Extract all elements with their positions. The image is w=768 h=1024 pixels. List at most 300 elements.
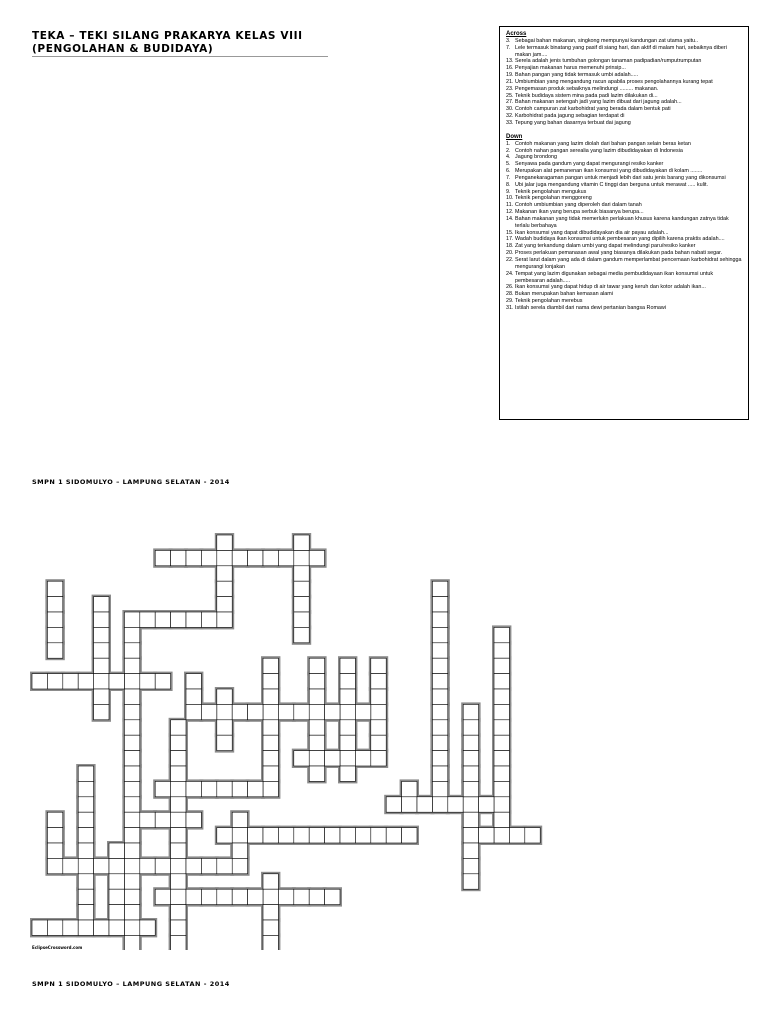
- grid-cell[interactable]: [94, 858, 109, 873]
- grid-cell[interactable]: [201, 704, 216, 719]
- grid-cell[interactable]: [124, 843, 139, 858]
- grid-cell[interactable]: [171, 812, 186, 827]
- grid-cell[interactable]: [124, 674, 139, 689]
- clue-number: 27.: [506, 99, 514, 106]
- grid-cell[interactable]: [217, 735, 232, 750]
- grid-cell[interactable]: [47, 581, 62, 596]
- clue-number: 20.: [506, 250, 514, 257]
- grid-cell[interactable]: [278, 550, 293, 565]
- grid-cell[interactable]: [63, 920, 78, 935]
- grid-cell[interactable]: [402, 797, 417, 812]
- grid-cell[interactable]: [171, 920, 186, 935]
- grid-cell[interactable]: [171, 843, 186, 858]
- grid-cell[interactable]: [124, 781, 139, 796]
- grid-cell[interactable]: [494, 781, 509, 796]
- down-clue: [506, 182, 744, 189]
- grid-cell[interactable]: [155, 858, 170, 873]
- grid-cell[interactable]: [109, 874, 124, 889]
- grid-cell[interactable]: [217, 828, 232, 843]
- grid-cell[interactable]: [432, 781, 447, 796]
- grid-cell[interactable]: [186, 889, 201, 904]
- grid-cell[interactable]: [124, 828, 139, 843]
- grid-cell[interactable]: [232, 812, 247, 827]
- grid-cell[interactable]: [309, 704, 324, 719]
- clue-number: 31.: [506, 304, 514, 311]
- grid-cell[interactable]: [109, 889, 124, 904]
- grid-cell[interactable]: [248, 828, 263, 843]
- grid-cell[interactable]: [124, 643, 139, 658]
- grid-cell[interactable]: [217, 566, 232, 581]
- grid-cell[interactable]: [463, 781, 478, 796]
- grid-cell[interactable]: [155, 674, 170, 689]
- grid-cell[interactable]: [463, 704, 478, 719]
- grid-cell[interactable]: [217, 689, 232, 704]
- grid-cell[interactable]: [124, 704, 139, 719]
- grid-cell[interactable]: [94, 643, 109, 658]
- grid-cell[interactable]: [432, 735, 447, 750]
- clue-number: 1.: [506, 140, 511, 147]
- grid-cell[interactable]: [94, 627, 109, 642]
- grid-cell[interactable]: [63, 674, 78, 689]
- grid-cell[interactable]: [155, 812, 170, 827]
- grid-cell[interactable]: [124, 612, 139, 627]
- grid-cell[interactable]: [309, 889, 324, 904]
- grid-cell[interactable]: [432, 643, 447, 658]
- grid-cell[interactable]: [294, 704, 309, 719]
- grid-cell[interactable]: [78, 843, 93, 858]
- across-clue: [506, 72, 744, 79]
- footer-school-bottom: SMPN 1 SIDOMULYO – LAMPUNG SELATAN - 2014: [32, 980, 230, 988]
- grid-cell[interactable]: [494, 812, 509, 827]
- down-clue: [506, 202, 744, 209]
- grid-cell[interactable]: [371, 658, 386, 673]
- clue-number: 19.: [506, 72, 514, 79]
- clue-text: Tepung yang bahan dasarnya terbuat dai jagung: [515, 119, 631, 126]
- grid-cell[interactable]: [124, 812, 139, 827]
- grid-cell[interactable]: [463, 766, 478, 781]
- grid-cell[interactable]: [140, 674, 155, 689]
- grid-cell[interactable]: [124, 905, 139, 920]
- across-clue: [506, 99, 744, 106]
- grid-cell[interactable]: [232, 781, 247, 796]
- grid-cell[interactable]: [294, 889, 309, 904]
- down-clue: [506, 305, 744, 312]
- grid-cell[interactable]: [171, 828, 186, 843]
- grid-cell[interactable]: [155, 781, 170, 796]
- grid-cell[interactable]: [494, 627, 509, 642]
- grid-cell[interactable]: [355, 704, 370, 719]
- grid-cell[interactable]: [78, 905, 93, 920]
- grid-cell[interactable]: [171, 612, 186, 627]
- grid-cell[interactable]: [263, 658, 278, 673]
- grid-cell[interactable]: [309, 766, 324, 781]
- grid-cell[interactable]: [340, 689, 355, 704]
- grid-cell[interactable]: [494, 643, 509, 658]
- grid-cell[interactable]: [186, 781, 201, 796]
- grid-cell[interactable]: [217, 612, 232, 627]
- grid-cell[interactable]: [140, 612, 155, 627]
- grid-cell[interactable]: [432, 674, 447, 689]
- clue-text: Umbiumbian yang mengandung racun apabila proses pengolahannya kurang tepat: [515, 78, 713, 85]
- grid-cell[interactable]: [309, 720, 324, 735]
- clue-number: 11.: [506, 202, 514, 209]
- grid-cell[interactable]: [171, 720, 186, 735]
- grid-cell[interactable]: [432, 689, 447, 704]
- grid-cell[interactable]: [63, 858, 78, 873]
- grid-cell[interactable]: [124, 689, 139, 704]
- grid-cell[interactable]: [186, 858, 201, 873]
- grid-cell[interactable]: [463, 874, 478, 889]
- grid-cell[interactable]: [171, 781, 186, 796]
- grid-cell[interactable]: [47, 920, 62, 935]
- grid-cell[interactable]: [109, 905, 124, 920]
- grid-cell[interactable]: [94, 704, 109, 719]
- grid-cell[interactable]: [371, 735, 386, 750]
- grid-cell[interactable]: [124, 935, 139, 950]
- grid-cell[interactable]: [248, 889, 263, 904]
- clue-number: 6.: [506, 168, 511, 175]
- grid-cell[interactable]: [232, 828, 247, 843]
- grid-cell[interactable]: [494, 797, 509, 812]
- grid-cell[interactable]: [525, 828, 540, 843]
- grid-cell[interactable]: [248, 704, 263, 719]
- grid-cell[interactable]: [479, 828, 494, 843]
- grid-cell[interactable]: [325, 704, 340, 719]
- clue-number: 7.: [506, 44, 511, 51]
- grid-cell[interactable]: [355, 828, 370, 843]
- grid-cell[interactable]: [32, 920, 47, 935]
- grid-cell[interactable]: [432, 597, 447, 612]
- grid-cell[interactable]: [201, 889, 216, 904]
- grid-cell[interactable]: [124, 766, 139, 781]
- down-clue: [506, 298, 744, 305]
- clue-text: Contoh umbiumbian yang diperoleh dari dalam tanah: [515, 202, 642, 209]
- down-clue: [506, 195, 744, 202]
- grid-cell[interactable]: [217, 889, 232, 904]
- grid-cell[interactable]: [171, 905, 186, 920]
- grid-cell[interactable]: [494, 704, 509, 719]
- clue-number: 15.: [506, 229, 514, 236]
- grid-cell[interactable]: [309, 658, 324, 673]
- grid-cell[interactable]: [124, 735, 139, 750]
- grid-cell[interactable]: [248, 781, 263, 796]
- down-clue: [506, 175, 744, 182]
- grid-cell[interactable]: [78, 781, 93, 796]
- grid-cell[interactable]: [371, 689, 386, 704]
- grid-cell[interactable]: [340, 751, 355, 766]
- clue-text: Pengemasan produk sebaiknya melindungi ......... makanan.: [515, 85, 659, 92]
- grid-cell[interactable]: [294, 627, 309, 642]
- grid-cell[interactable]: [186, 812, 201, 827]
- grid-cell[interactable]: [78, 797, 93, 812]
- grid-cell[interactable]: [124, 720, 139, 735]
- grid-cell[interactable]: [294, 535, 309, 550]
- clue-number: 26.: [506, 284, 514, 291]
- grid-cell[interactable]: [171, 858, 186, 873]
- grid-cell[interactable]: [78, 858, 93, 873]
- grid-cell[interactable]: [340, 704, 355, 719]
- clue-text: Bahan makanan yang tidak memerlukn perlakuan khusus karena kandungan zatnya tidak terlalu berbahaya: [515, 215, 729, 229]
- grid-cell[interactable]: [278, 889, 293, 904]
- grid-cell[interactable]: [263, 766, 278, 781]
- grid-cell[interactable]: [263, 920, 278, 935]
- grid-cell[interactable]: [217, 781, 232, 796]
- grid-cell[interactable]: [494, 689, 509, 704]
- grid-cell[interactable]: [94, 658, 109, 673]
- down-clue: [506, 271, 744, 285]
- grid-cell[interactable]: [186, 550, 201, 565]
- grid-cell[interactable]: [432, 581, 447, 596]
- grid-cell[interactable]: [494, 766, 509, 781]
- grid-cell[interactable]: [463, 828, 478, 843]
- grid-cell[interactable]: [201, 550, 216, 565]
- grid-cell[interactable]: [263, 905, 278, 920]
- clue-text: Contoh makanan yang lazim diolah dari bahan pangan selain beras ketan: [515, 140, 691, 147]
- grid-cell[interactable]: [171, 735, 186, 750]
- grid-cell[interactable]: [463, 843, 478, 858]
- grid-cell[interactable]: [494, 828, 509, 843]
- grid-cell[interactable]: [248, 550, 263, 565]
- grid-cell[interactable]: [479, 797, 494, 812]
- clue-text: Contoh campuran zat karbohidrat yang berada dalam bentuk pati: [515, 106, 671, 113]
- grid-cell[interactable]: [47, 597, 62, 612]
- grid-cell[interactable]: [217, 720, 232, 735]
- grid-cell[interactable]: [186, 612, 201, 627]
- grid-cell[interactable]: [463, 720, 478, 735]
- grid-cell[interactable]: [47, 843, 62, 858]
- grid-cell[interactable]: [47, 858, 62, 873]
- grid-cell[interactable]: [263, 874, 278, 889]
- grid-cell[interactable]: [32, 674, 47, 689]
- grid-cell[interactable]: [463, 797, 478, 812]
- clue-text: Teknik pengolahan menggoreng: [515, 195, 592, 202]
- grid-cell[interactable]: [263, 735, 278, 750]
- grid-cell[interactable]: [371, 720, 386, 735]
- grid-cell[interactable]: [494, 735, 509, 750]
- grid-cell[interactable]: [47, 674, 62, 689]
- clue-number: 9.: [506, 188, 511, 195]
- grid-cell[interactable]: [371, 828, 386, 843]
- grid-cell[interactable]: [186, 689, 201, 704]
- clue-text: Istilah serela diambil dari nama dewi pertanian bangsa Romawi: [515, 304, 667, 311]
- credit-text: EclipseCrossword.com: [32, 945, 83, 950]
- grid-cell[interactable]: [155, 550, 170, 565]
- grid-cell[interactable]: [78, 828, 93, 843]
- across-clue: [506, 120, 744, 127]
- grid-cell[interactable]: [171, 935, 186, 950]
- grid-cell[interactable]: [94, 674, 109, 689]
- grid-cell[interactable]: [124, 858, 139, 873]
- grid-cell[interactable]: [294, 597, 309, 612]
- grid-cell[interactable]: [232, 889, 247, 904]
- grid-cell[interactable]: [201, 781, 216, 796]
- grid-cell[interactable]: [109, 858, 124, 873]
- grid-cell[interactable]: [432, 627, 447, 642]
- grid-cell[interactable]: [494, 720, 509, 735]
- grid-cell[interactable]: [78, 674, 93, 689]
- grid-cell[interactable]: [371, 704, 386, 719]
- grid-cell[interactable]: [78, 812, 93, 827]
- grid-cell[interactable]: [124, 874, 139, 889]
- down-clue: [506, 291, 744, 298]
- across-clue: [506, 113, 744, 120]
- grid-cell[interactable]: [294, 566, 309, 581]
- grid-cell[interactable]: [263, 674, 278, 689]
- grid-cell[interactable]: [155, 612, 170, 627]
- clue-number: 12.: [506, 209, 514, 216]
- grid-cell[interactable]: [432, 612, 447, 627]
- grid-cell[interactable]: [186, 704, 201, 719]
- grid-cell[interactable]: [47, 627, 62, 642]
- grid-cell[interactable]: [309, 550, 324, 565]
- grid-cell[interactable]: [309, 689, 324, 704]
- grid-cell[interactable]: [109, 843, 124, 858]
- grid-cell[interactable]: [263, 550, 278, 565]
- grid-cell[interactable]: [386, 828, 401, 843]
- grid-cell[interactable]: [94, 689, 109, 704]
- grid-cell[interactable]: [47, 643, 62, 658]
- grid-cell[interactable]: [386, 797, 401, 812]
- grid-cell[interactable]: [124, 797, 139, 812]
- grid-cell[interactable]: [432, 751, 447, 766]
- grid-cell[interactable]: [355, 751, 370, 766]
- grid-cell[interactable]: [47, 812, 62, 827]
- grid-cell[interactable]: [94, 597, 109, 612]
- grid-cell[interactable]: [124, 920, 139, 935]
- grid-cell[interactable]: [402, 781, 417, 796]
- grid-cell[interactable]: [217, 858, 232, 873]
- grid-cell[interactable]: [78, 766, 93, 781]
- grid-cell[interactable]: [371, 674, 386, 689]
- grid-cell[interactable]: [94, 920, 109, 935]
- grid-cell[interactable]: [263, 751, 278, 766]
- grid-cell[interactable]: [294, 751, 309, 766]
- grid-cell[interactable]: [109, 920, 124, 935]
- grid-cell[interactable]: [171, 766, 186, 781]
- grid-cell[interactable]: [371, 751, 386, 766]
- grid-cell[interactable]: [432, 704, 447, 719]
- clue-text: Jagung brondong: [515, 154, 557, 161]
- grid-cell[interactable]: [94, 612, 109, 627]
- grid-cell[interactable]: [263, 889, 278, 904]
- grid-cell[interactable]: [309, 674, 324, 689]
- grid-cell[interactable]: [78, 874, 93, 889]
- grid-cell[interactable]: [140, 920, 155, 935]
- grid-cell[interactable]: [340, 658, 355, 673]
- grid-cell[interactable]: [217, 581, 232, 596]
- grid-cell[interactable]: [47, 612, 62, 627]
- clue-number: 2.: [506, 147, 511, 154]
- grid-cell[interactable]: [232, 704, 247, 719]
- grid-cell[interactable]: [171, 751, 186, 766]
- grid-cell[interactable]: [448, 797, 463, 812]
- grid-cell[interactable]: [201, 612, 216, 627]
- grid-cell[interactable]: [124, 889, 139, 904]
- grid-cell[interactable]: [263, 704, 278, 719]
- grid-cell[interactable]: [217, 597, 232, 612]
- grid-cell[interactable]: [294, 550, 309, 565]
- grid-cell[interactable]: [109, 674, 124, 689]
- grid-cell[interactable]: [463, 858, 478, 873]
- grid-cell[interactable]: [155, 889, 170, 904]
- grid-cell[interactable]: [432, 658, 447, 673]
- grid-cell[interactable]: [294, 612, 309, 627]
- grid-cell[interactable]: [294, 581, 309, 596]
- grid-cell[interactable]: [463, 735, 478, 750]
- grid-cell[interactable]: [171, 874, 186, 889]
- clue-text: Penyajian makanan harus memenuhi prinsip...: [515, 65, 626, 72]
- grid-cell[interactable]: [463, 812, 478, 827]
- across-clue-list: [506, 38, 744, 127]
- grid-cell[interactable]: [263, 720, 278, 735]
- grid-cell[interactable]: [432, 797, 447, 812]
- grid-cell[interactable]: [124, 751, 139, 766]
- grid-cell[interactable]: [232, 843, 247, 858]
- grid-cell[interactable]: [340, 735, 355, 750]
- grid-cell[interactable]: [309, 828, 324, 843]
- grid-cell[interactable]: [309, 735, 324, 750]
- grid-cell[interactable]: [432, 766, 447, 781]
- grid-cell[interactable]: [186, 674, 201, 689]
- grid-cell[interactable]: [263, 935, 278, 950]
- clue-text: Bahan makanan setengah jadi yang lazim dibuat dari jagung adalah...: [515, 99, 682, 106]
- grid-cell[interactable]: [232, 858, 247, 873]
- grid-cell[interactable]: [278, 704, 293, 719]
- grid-cell[interactable]: [463, 751, 478, 766]
- grid-cell[interactable]: [171, 550, 186, 565]
- grid-cell[interactable]: [217, 535, 232, 550]
- grid-cell[interactable]: [309, 751, 324, 766]
- grid-cell[interactable]: [47, 828, 62, 843]
- across-clue: [506, 106, 744, 113]
- grid-cell[interactable]: [232, 550, 247, 565]
- grid-cell[interactable]: [140, 858, 155, 873]
- grid-cell[interactable]: [171, 797, 186, 812]
- grid-cell[interactable]: [278, 828, 293, 843]
- grid-cell[interactable]: [201, 858, 216, 873]
- grid-cell[interactable]: [494, 658, 509, 673]
- grid-cell[interactable]: [263, 781, 278, 796]
- grid-cell[interactable]: [417, 797, 432, 812]
- grid-cell[interactable]: [509, 828, 524, 843]
- grid-cell[interactable]: [78, 920, 93, 935]
- grid-cell[interactable]: [340, 720, 355, 735]
- grid-cell[interactable]: [325, 828, 340, 843]
- grid-cell[interactable]: [494, 674, 509, 689]
- grid-cell[interactable]: [325, 751, 340, 766]
- grid-cell[interactable]: [402, 828, 417, 843]
- grid-cell[interactable]: [340, 674, 355, 689]
- clue-text: Teknik budidaya sistem mina pada padi lazim dilakukan di...: [515, 92, 658, 99]
- grid-cell[interactable]: [263, 828, 278, 843]
- down-clue: [506, 161, 744, 168]
- grid-cell[interactable]: [124, 627, 139, 642]
- grid-cell[interactable]: [217, 704, 232, 719]
- grid-cell[interactable]: [171, 889, 186, 904]
- clue-number: 13.: [506, 58, 514, 65]
- grid-cell[interactable]: [432, 720, 447, 735]
- grid-cell[interactable]: [217, 550, 232, 565]
- grid-cell[interactable]: [340, 828, 355, 843]
- grid-cell[interactable]: [263, 689, 278, 704]
- grid-cell[interactable]: [140, 812, 155, 827]
- grid-cell[interactable]: [325, 889, 340, 904]
- grid-cell[interactable]: [78, 889, 93, 904]
- grid-cell[interactable]: [124, 658, 139, 673]
- grid-cell[interactable]: [494, 751, 509, 766]
- grid-cell[interactable]: [294, 828, 309, 843]
- grid-cell[interactable]: [340, 766, 355, 781]
